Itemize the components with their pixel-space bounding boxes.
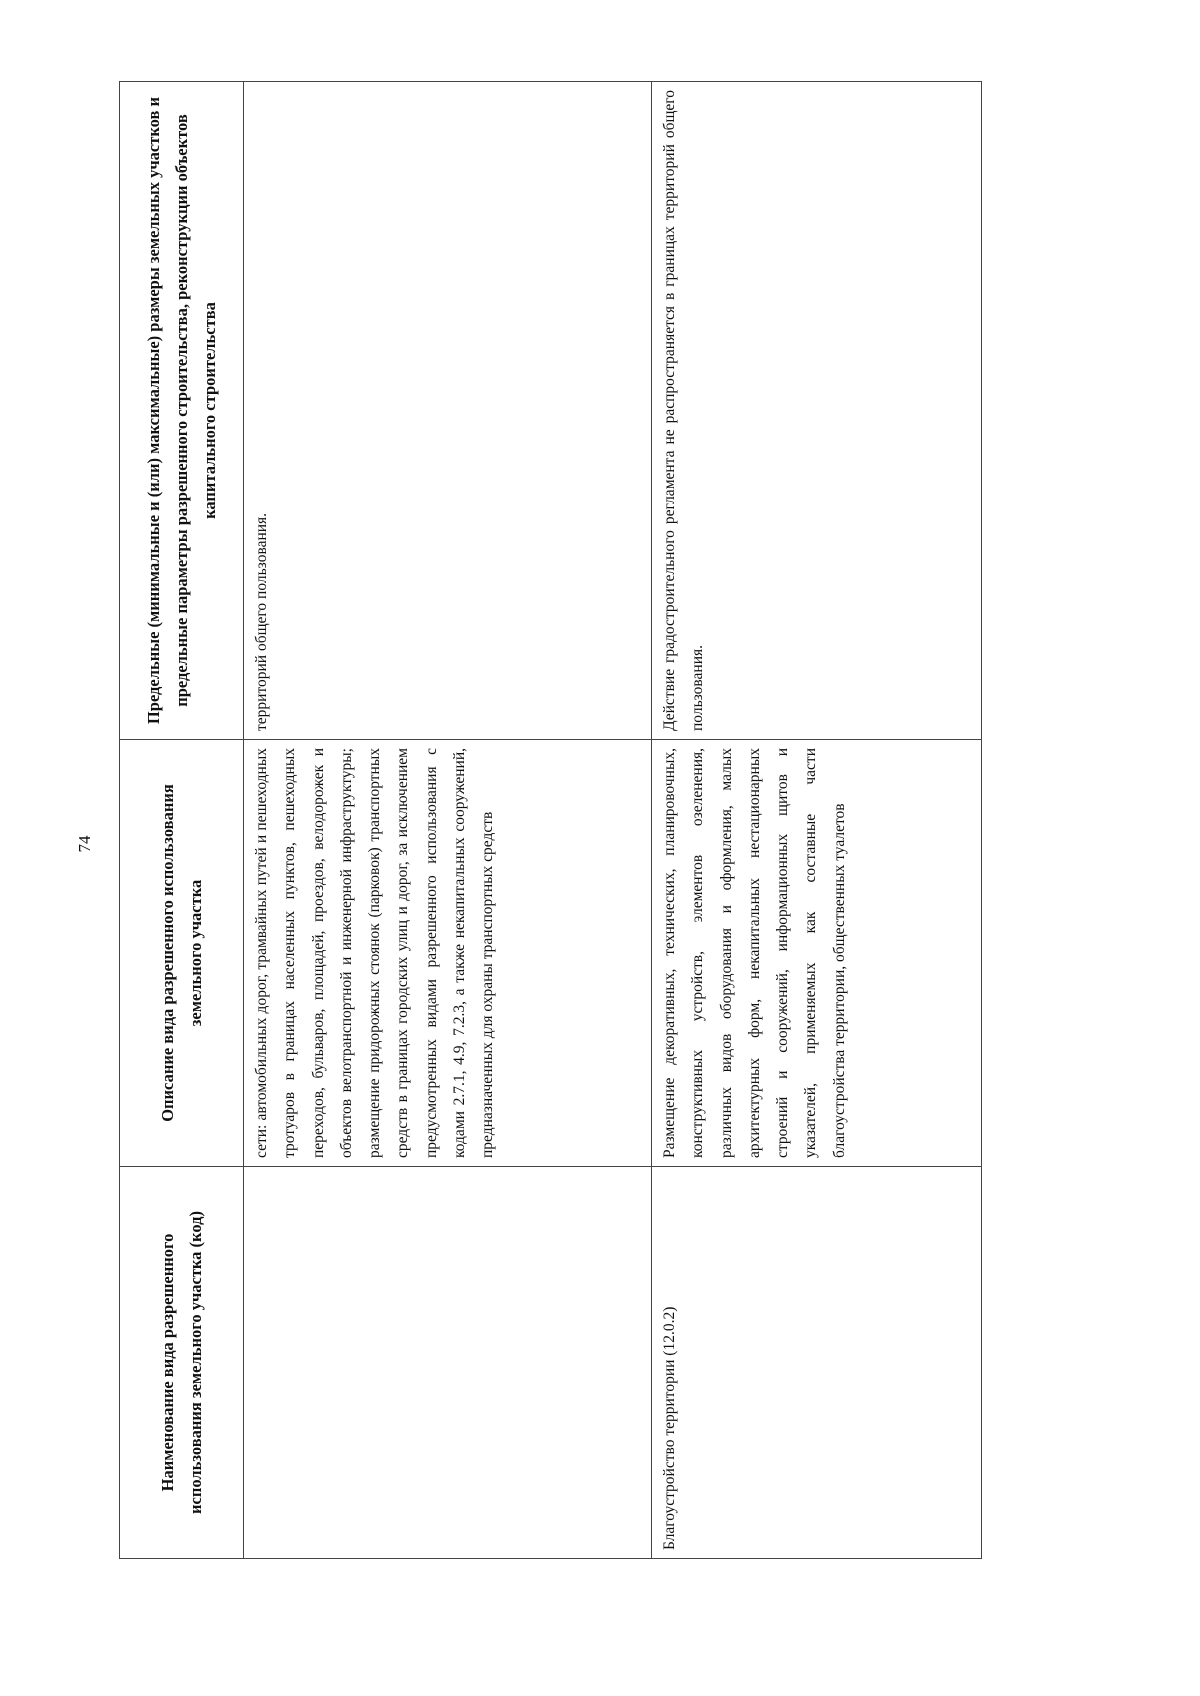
row-description-cell: сети: автомобильных дорог, трамвайных путей и пешеходных тротуаров в границах населенных пунктов, пешеходных переходов, бульваров, площадей, проездов, велодорожек и объектов велотранспортной и инженерной инфраструктуры; размещение придорожных стоянок (парковок) транспортных средств в границах городских улиц и дорог, за исключением предусмотренных видами разрешенного использования с кодами 2.7.1, 4.9, 7.2.3, а также некапитальных сооружений, предназначенных для охраны транспортных средств: [244, 740, 652, 1167]
rotated-table-frame: [119, 82, 981, 1559]
table-header-row: [120, 82, 244, 1559]
land-use-table: [119, 81, 982, 1559]
table-row: [652, 82, 982, 1559]
table-row: [244, 82, 652, 1559]
header-limits: Предельные (минимальные и (или) максимальные) размеры земельных участков и предельные параметры разрешенного строительства, реконструкции объектов капитального строительства: [120, 82, 244, 740]
row-description-cell: Размещение декоративных, технических, планировочных, конструктивных устройств, элементов озеленения, различных видов оборудования и оформления, малых архитектурных форм, некапитальных нестационарных строений и сооружений, информационных щитов и указателей, применяемых как составные части благоустройства территории, общественных туалетов: [652, 740, 982, 1167]
header-description: Описание вида разрешенного использования земельного участка: [120, 740, 244, 1167]
header-name: Наименование вида разрешенного использования земельного участка (код): [120, 1167, 244, 1559]
row-limits-cell: Действие градостроительного регламента не распространяется в границах территорий общего пользования.: [652, 82, 982, 740]
row-limits-cell: территорий общего пользования.: [244, 82, 652, 740]
row-name-cell: Благоустройство территории (12.0.2): [652, 1167, 982, 1559]
page-number: 74: [75, 835, 94, 853]
row-name-cell: [244, 1167, 652, 1559]
